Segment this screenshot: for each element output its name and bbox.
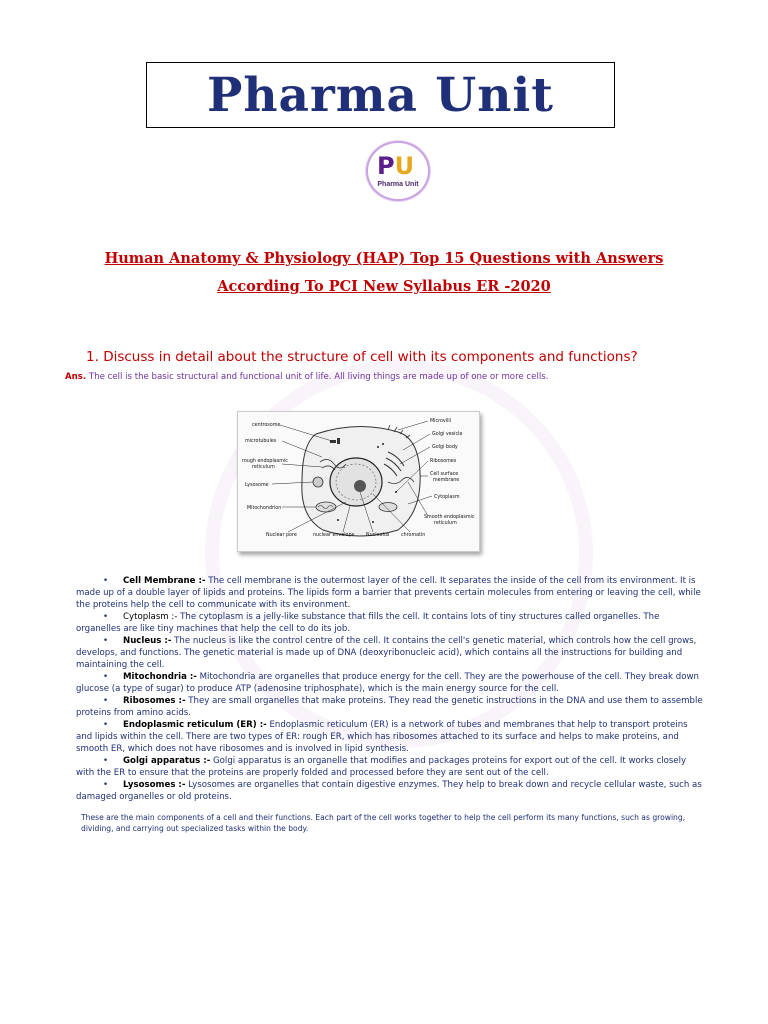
fig-label-smooth-er-2: reticulum xyxy=(434,521,457,526)
list-item: • Lysosomes :- Lysosomes are organelles that contain digestive enzymes. They help to break down and recycle cellular waste, such as damaged organelles or old proteins. xyxy=(76,780,702,802)
list-item: • Cytoplasm :- The cytoplasm is a jelly-like substance that fills the cell. It contains lots of tiny structures called organelles. The organelles are like tiny machines that help the cell to do its job. xyxy=(76,612,660,634)
bullet-text: They are small organelles that make proteins. They read the genetic instructions in the DNA and use them to assemble proteins from amino acids. xyxy=(76,696,703,718)
list-item: • Golgi apparatus :- Golgi apparatus is an organelle that modifies and packages proteins for export out of the cell. It works closely with the ER to ensure that the proteins are properly folded and processed before they are sent out of the cell. xyxy=(76,756,687,778)
question-text: Discuss in detail about the structure of cell with its components and functions? xyxy=(103,349,638,365)
fig-label-mitochondrion: Mitochondrion xyxy=(247,506,282,511)
fig-label-smooth-er-1: Smooth endoplasmic xyxy=(424,515,475,520)
components-list xyxy=(76,575,706,803)
pharma-unit-logo xyxy=(366,141,430,201)
bullet-term: Golgi apparatus :- xyxy=(123,756,211,766)
bullet-term: Cytoplasm :- xyxy=(123,612,178,622)
list-item: • Nucleus :- The nucleus is like the control centre of the cell. It contains the cell's genetic material, which controls how the cell grows, develops, and functions. The genetic material is made up of DNA (deoxyribonucleic acid), which contains all the instructions for building and maintaining the cell. xyxy=(76,636,697,670)
logo-letter-u: U xyxy=(394,152,415,180)
fig-label-nuclear-pore: Nuclear pore xyxy=(266,533,297,538)
bullet-text: Mitochondria are organelles that produce energy for the cell. They are the powerhouse of the cell. They break down glucose (a type of sugar) to produce ATP (adenosine triphosphate), which is the main energy source for the cell. xyxy=(76,672,699,694)
list-item: • Ribosomes :- They are small organelles that make proteins. They read the genetic instructions in the DNA and use them to assemble proteins from amino acids. xyxy=(76,696,703,718)
title-box xyxy=(146,62,615,128)
logo-letter-p: P xyxy=(377,152,395,180)
fig-label-ribosomes: Ribosomes xyxy=(430,459,457,464)
list-item: • Endoplasmic reticulum (ER) :- Endoplasmic reticulum (ER) is a network of tubes and membranes that help to transport proteins and lipids within the cell. There are two types of ER: rough ER, which has ribosomes attached to its surface and helps to make proteins, and smooth ER, which does not have ribosomes and is involved in lipid synthesis. xyxy=(76,720,688,754)
bullet-text: The cytoplasm is a jelly-like substance that fills the cell. It contains lots of tiny structures called organelles. The organelles are like tiny machines that help the cell to do its job. xyxy=(76,612,660,634)
fig-label-rough-er-1: rough endoplasmic xyxy=(242,459,288,464)
question-number: 1. xyxy=(86,349,99,365)
list-item: • Mitochondria :- Mitochondria are organelles that produce energy for the cell. They are the powerhouse of the cell. They break down glucose (a type of sugar) to produce ATP (adenosine triphosphate), which is the main energy source for the cell. xyxy=(76,672,699,694)
fig-label-nuclear-envelope: nuclear envelope xyxy=(313,533,355,538)
bullet-text: The nucleus is like the control centre of the cell. It contains the cell's genetic material, which controls how the cell grows, develops, and functions. The genetic material is made up of DNA (deoxyribonucleic acid), which contains all the instructions for building and maintaining the cell. xyxy=(76,636,697,670)
bullet-term: Cell Membrane :- xyxy=(123,576,206,586)
bullet-text: Golgi apparatus is an organelle that modifies and packages proteins for export out of the cell. It works closely with the ER to ensure that the proteins are properly folded and processed before they are sent out of the cell. xyxy=(76,756,687,778)
page-title: Pharma Unit xyxy=(207,67,554,123)
fig-label-microtubules: microtubules xyxy=(245,439,277,444)
fig-label-rough-er-2: reticulum xyxy=(252,465,275,470)
fig-label-cytoplasm: Cytoplasm xyxy=(434,495,460,500)
logo-caption: Pharma Unit xyxy=(377,181,419,188)
question-1 xyxy=(86,349,638,365)
fig-label-golgi-body: Golgi body xyxy=(432,445,458,450)
cell-diagram xyxy=(237,411,480,552)
fig-label-cell-surface-2: membrane xyxy=(433,478,460,483)
answer-label: Ans. xyxy=(65,372,87,382)
fig-label-golgi-vesicle: Golgi vesicle xyxy=(432,432,463,437)
heading-line-2: According To PCI New Syllabus ER -2020 xyxy=(217,278,551,295)
bullet-term: Endoplasmic reticulum (ER) :- xyxy=(123,720,267,730)
fig-label-chromatin: chromatin xyxy=(401,533,426,538)
bullet-term: Lysosomes :- xyxy=(123,780,186,790)
fig-label-centrosome: centrosome xyxy=(252,423,281,428)
heading-line-1: Human Anatomy & Physiology (HAP) Top 15 Questions with Answers xyxy=(104,250,664,267)
fig-label-lysosome: Lysosome xyxy=(245,483,269,488)
bullet-text: Lysosomes are organelles that contain digestive enzymes. They help to break down and recycle cellular waste, such as damaged organelles or old proteins. xyxy=(76,780,702,802)
answer-intro xyxy=(65,372,548,382)
summary-paragraph: These are the main components of a cell and their functions. Each part of the cell works together to help the cell perform its many functions, such as growing, dividing, and carrying out specialized tasks within the body. xyxy=(81,813,686,833)
fig-label-nucleolus: Nucleolus xyxy=(366,533,390,538)
fig-label-microvilli: Microvilli xyxy=(430,419,452,424)
bullet-term: Nucleus :- xyxy=(123,636,172,646)
list-item: • Cell Membrane :- The cell membrane is the outermost layer of the cell. It separates the inside of the cell from its environment. It is made up of a double layer of lipids and proteins. The lipids form a barrier that prevents certain molecules from entering or leaving the cell, while the proteins help the cell to communicate with its environment. xyxy=(76,576,701,610)
fig-label-cell-surface-1: Cell surface xyxy=(430,472,459,477)
bullet-text: Endoplasmic reticulum (ER) is a network of tubes and membranes that help to transport proteins and lipids within the cell. There are two types of ER: rough ER, which has ribosomes attached to its surface and helps to make proteins, and smooth ER, which does not have ribosomes and is involved in lipid synthesis. xyxy=(76,720,688,754)
bullet-term: Ribosomes :- xyxy=(123,696,186,706)
bullet-term: Mitochondria :- xyxy=(123,672,197,682)
answer-text: The cell is the basic structural and functional unit of life. All living things are made up of one or more cells. xyxy=(88,372,549,382)
bullet-text: The cell membrane is the outermost layer of the cell. It separates the inside of the cell from its environment. It is made up of a double layer of lipids and proteins. The lipids form a barrier that prevents certain molecules from entering or leaving the cell, while the proteins help the cell to communicate with its environment. xyxy=(76,576,701,610)
